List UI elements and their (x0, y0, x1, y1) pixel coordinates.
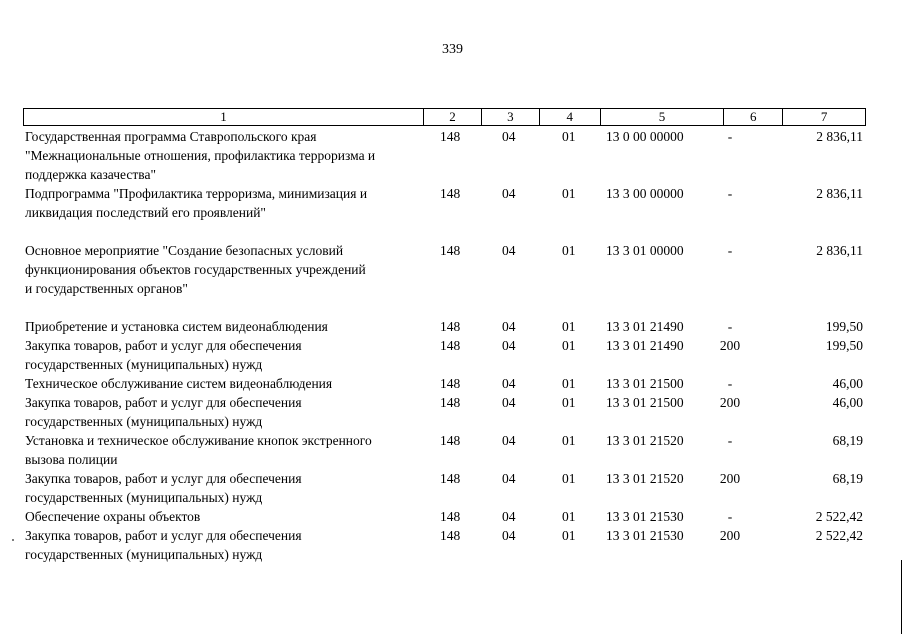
header-col-1: 1 (220, 109, 227, 124)
expense-type-cell: 200 (719, 395, 741, 410)
target-article-cell: 13 3 01 21520 (606, 433, 684, 448)
target-article-cell: 13 3 01 00000 (606, 243, 684, 258)
ministry-code-cell: 148 (440, 528, 461, 543)
amount-cell: 46,00 (832, 376, 863, 391)
ministry-code-cell: 148 (440, 509, 461, 524)
expense-type-cell: 200 (719, 471, 741, 486)
ministry-code-cell: 148 (440, 395, 461, 410)
subsection-cell: 01 (562, 319, 576, 334)
subsection-cell: 01 (562, 376, 576, 391)
description-line: ликвидация последствий его проявлений" (25, 205, 266, 220)
expense-type-cell: - (727, 129, 733, 144)
description-cell (25, 336, 430, 374)
description-cell (25, 127, 430, 184)
description-cell (25, 374, 430, 393)
amount-cell: 2 836,11 (816, 186, 863, 201)
section-cell: 04 (502, 471, 516, 486)
header-col-3: 3 (481, 109, 539, 125)
description-line: Закупка товаров, работ и услуг для обеспечения (25, 471, 302, 486)
description-line: государственных (муниципальных) нужд (25, 357, 263, 372)
amount-cell: 68,19 (832, 471, 863, 486)
description-line: Приобретение и установка систем видеонаблюдения (25, 319, 328, 334)
header-col-7: 7 (782, 109, 865, 125)
expense-type-cell: - (727, 376, 733, 391)
header-col-4: 4 (539, 109, 600, 125)
expense-type-cell: - (727, 509, 733, 524)
description-cell (25, 317, 430, 336)
ministry-code-cell: 148 (440, 319, 461, 334)
description-cell (25, 184, 430, 222)
scan-speck (12, 539, 14, 541)
header-col-2: 2 (423, 109, 481, 125)
amount-cell: 199,50 (825, 338, 863, 353)
subsection-cell: 01 (562, 528, 576, 543)
target-article-cell: 13 3 01 21490 (606, 338, 684, 353)
description-cell (25, 393, 430, 431)
subsection-cell: 01 (562, 509, 576, 524)
target-article-cell: 13 3 01 21500 (606, 376, 684, 391)
description-line: Основное мероприятие "Создание безопасных условий (25, 243, 344, 258)
description-line: вызова полиции (25, 452, 118, 467)
description-cell (25, 241, 430, 298)
ministry-code-cell: 148 (440, 338, 461, 353)
target-article-cell: 13 3 01 21530 (606, 509, 684, 524)
expense-type-cell: 200 (719, 528, 741, 543)
section-cell: 04 (502, 129, 516, 144)
expense-type-cell: - (727, 186, 733, 201)
description-line: Техническое обслуживание систем видеонаблюдения (25, 376, 333, 391)
target-article-cell: 13 0 00 00000 (606, 129, 684, 144)
description-line: Закупка товаров, работ и услуг для обеспечения (25, 395, 302, 410)
amount-cell: 199,50 (825, 319, 863, 334)
header-col-5: 5 (600, 109, 724, 125)
target-article-cell: 13 3 00 00000 (606, 186, 684, 201)
ministry-code-cell: 148 (440, 433, 461, 448)
description-line: государственных (муниципальных) нужд (25, 490, 263, 505)
ministry-code-cell: 148 (440, 129, 461, 144)
subsection-cell: 01 (562, 395, 576, 410)
section-cell: 04 (502, 338, 516, 353)
header-col-6: 6 (723, 109, 782, 125)
description-line: Подпрограмма "Профилактика терроризма, минимизация и (25, 186, 368, 201)
description-cell (25, 469, 430, 507)
subsection-cell: 01 (562, 243, 576, 258)
description-line: государственных (муниципальных) нужд (25, 414, 263, 429)
amount-cell: 2 522,42 (815, 528, 863, 543)
subsection-cell: 01 (562, 433, 576, 448)
ministry-code-cell: 148 (440, 471, 461, 486)
amount-cell: 68,19 (832, 433, 863, 448)
description-cell (25, 526, 430, 564)
description-line: "Межнациональные отношения, профилактика терроризма и (25, 148, 376, 163)
description-line: функционирования объектов государственных учреждений (25, 262, 366, 277)
description-line: государственных (муниципальных) нужд (25, 547, 263, 562)
ministry-code-cell: 148 (440, 376, 461, 391)
target-article-cell: 13 3 01 21490 (606, 319, 684, 334)
target-article-cell: 13 3 01 21530 (606, 528, 684, 543)
expense-type-cell: 200 (719, 338, 741, 353)
section-cell: 04 (502, 528, 516, 543)
subsection-cell: 01 (562, 186, 576, 201)
description-line: Обеспечение охраны объектов (25, 509, 201, 524)
description-line: поддержка казачества" (25, 167, 156, 182)
subsection-cell: 01 (562, 129, 576, 144)
section-cell: 04 (502, 319, 516, 334)
description-line: Закупка товаров, работ и услуг для обеспечения (25, 528, 302, 543)
description-line: и государственных органов" (25, 281, 188, 296)
expense-type-cell: - (727, 243, 733, 258)
section-cell: 04 (502, 433, 516, 448)
description-line: Установка и техническое обслуживание кнопок экстренного (25, 433, 372, 448)
amount-cell: 2 836,11 (816, 129, 863, 144)
expense-type-cell: - (727, 319, 733, 334)
section-cell: 04 (502, 395, 516, 410)
margin-rule (901, 560, 902, 634)
page-number: 339 (442, 42, 463, 57)
section-cell: 04 (502, 376, 516, 391)
expense-type-cell: - (727, 433, 733, 448)
subsection-cell: 01 (562, 338, 576, 353)
ministry-code-cell: 148 (440, 186, 461, 201)
description-line: Государственная программа Ставропольского края (25, 129, 317, 144)
ministry-code-cell: 148 (440, 243, 461, 258)
amount-cell: 46,00 (832, 395, 863, 410)
description-cell (25, 431, 430, 469)
section-cell: 04 (502, 509, 516, 524)
amount-cell: 2 836,11 (816, 243, 863, 258)
amount-cell: 2 522,42 (815, 509, 863, 524)
target-article-cell: 13 3 01 21500 (606, 395, 684, 410)
description-line: Закупка товаров, работ и услуг для обеспечения (25, 338, 302, 353)
subsection-cell: 01 (562, 471, 576, 486)
section-cell: 04 (502, 243, 516, 258)
description-cell (25, 507, 430, 526)
target-article-cell: 13 3 01 21520 (606, 471, 684, 486)
section-cell: 04 (502, 186, 516, 201)
